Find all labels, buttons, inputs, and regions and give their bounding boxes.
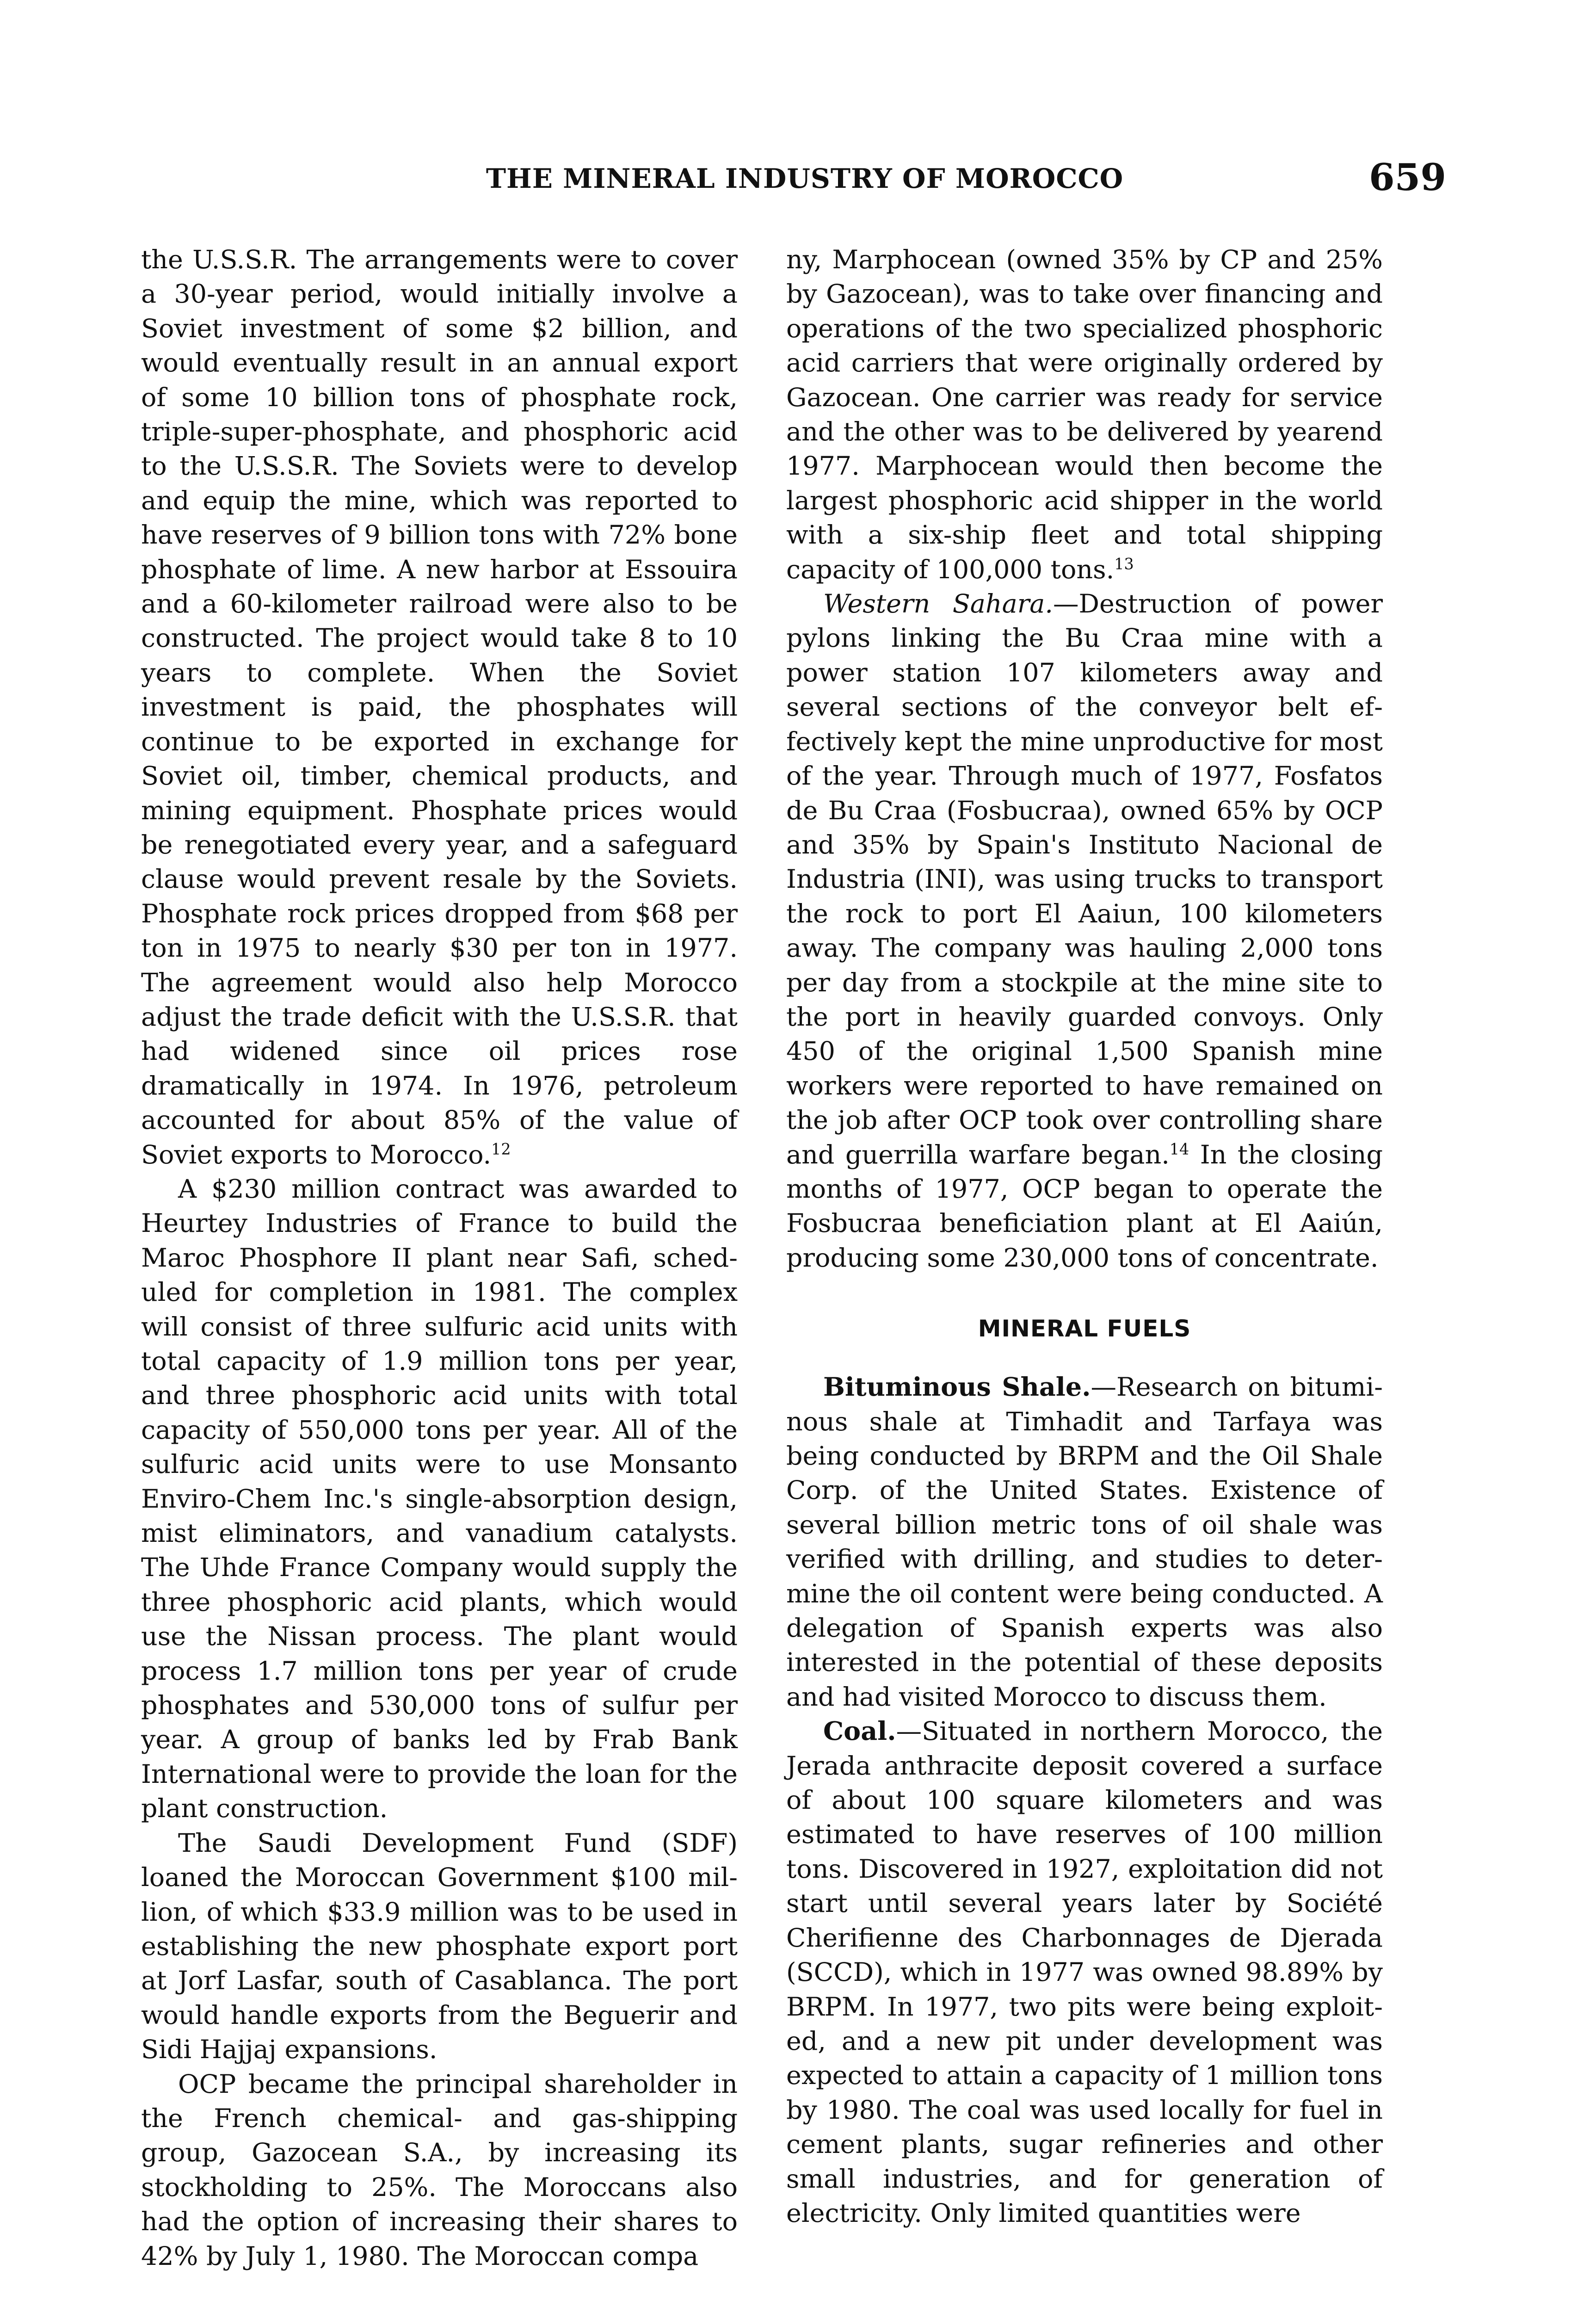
bituminous-shale-text: —Research on bituminous shale at Timhadit and Tarfaya was being conducted by BRPM and the Oil Shale Corp. of the United States. Existence of several billion metric tons of oil shale was verified with drilling, and studies to determine the oil content were being conducted. A delegation of Spanish experts was also interested in the potential of these deposits and had visited Morocco to discuss them. [786, 1372, 1383, 1712]
western-sahara-text: —Destruction of power pylons linking the Bu Craa mine with a power station 107 kilometers away and several sections of the conveyor belt effectively kept the mine unproductive for most of the year. Through much of 1977, Fosfatos de Bu Craa (Fosbucraa), owned 65% by OCP and 35% by Spain's Instituto Nacional de Industria (INI), was using trucks to transport the rock to port El Aaiun, 100 kilometers away. The company was hauling 2,000 tons per day from a stockpile at the mine site to the port in heavily guarded convoys. Only 450 of the original 1,500 Spanish mine workers were reported to have remained on the job after OCP took over controlling share and guerrilla warfare began. [786, 589, 1383, 1170]
footnote-ref-14: 14 [1169, 1140, 1189, 1158]
footnote-ref-12: 12 [491, 1140, 511, 1158]
coal-runin: Coal. [823, 1716, 896, 1747]
right-paragraph-1 [786, 243, 1383, 587]
coal-text: —Situated in northern Morocco, the Jerada anthracite deposit covered a surface of about 100 square kilometers and was estimated to have reserves of 100 million tons. Discovered in 1927, exploitation did not start until several years later by Société Cherifienne des Charbonnages de Djerada (SCCD), which in 1977 was owned 98.89% by BRPM. In 1977, two pits were being exploited, and a new pit under development was expected to attain a capacity of 1 million tons by 1980. The coal was used locally for fuel in cement plants, sugar refineries and other small industries, and for generation of electricity. Only limited quantities were [786, 1716, 1383, 2228]
section-heading-mineral-fuels: MINERAL FUELS [978, 1315, 1191, 1342]
left-paragraph-1-text: the U.S.S.R. The arrangements were to cover a 30-year period, would initially involve a Soviet investment of some $2 billion, and would eventually result in an annual export of some 10 billion tons of phosphate rock, triple-super-phosphate, and phosphoric acid to the U.S.S.R. The Soviets were to develop and equip the mine, which was reported to have reserves of 9 billion tons with 72% bone phosphate of lime. A new harbor at Essouira and a 60-kilometer railroad were also to be constructed. The project would take 8 to 10 years to complete. When the Soviet investment is paid, the phosphates will continue to be exported in exchange for Soviet oil, timber, chemical products, and mining equipment. Phosphate prices would be renegotiated every year, and a safeguard clause would prevent resale by the Soviets. Phosphate rock prices dropped from $68 per ton in 1975 to nearly $30 per ton in 1977. The agreement would also help Morocco adjust the trade deficit with the U.S.S.R. that had widened since oil prices rose dramatically in 1974. In 1976, petroleum accounted for about 85% of the value of Soviet exports to Morocco. [141, 245, 738, 1170]
bituminous-shale-paragraph [786, 1370, 1383, 1714]
western-sahara-runin: Western Sahara. [823, 589, 1053, 619]
western-sahara-paragraph [786, 587, 1383, 1275]
right-paragraph-1-text: ny, Marphocean (owned 35% by CP and 25% by Gazocean), was to take over financing and operations of the two specialized phosphoric acid carriers that were originally ordered by Gazocean. One carrier was ready for service and the other was to be delivered by yearend 1977. Marphocean would then become the largest phosphoric acid shipper in the world with a six-ship fleet and total shipping capacity of 100,000 tons. [786, 245, 1383, 585]
running-title: THE MINERAL INDUSTRY OF MOROCCO [486, 163, 1124, 194]
left-paragraph-3: The Saudi Development Fund (SDF) loaned the Moroccan Government $100 million, of which $33.9 million was to be used in establishing the new phosphate export port at Jorf Lasfar, south of Casablanca. The port would handle exports from the Beguerir and Sidi Hajjaj expansions. [141, 1828, 738, 2065]
left-paragraph-1 [141, 243, 738, 1172]
footnote-ref-13: 13 [1114, 555, 1134, 573]
coal-paragraph [786, 1714, 1383, 2231]
left-column [141, 243, 738, 2274]
left-paragraph-2: A $230 million contract was awarded to Heurtey Industries of France to build the Maroc Phosphore II plant near Safi, scheduled for completion in 1981. The complex will consist of three sulfuric acid units with total capacity of 1.9 million tons per year, and three phosphoric acid units with total capacity of 550,000 tons per year. All of the sulfuric acid units were to use Monsanto Enviro-Chem Inc.'s single-absorption design, mist eliminators, and vanadium catalysts. The Uhde France Company would supply the three phosphoric acid plants, which would use the Nissan process. The plant would process 1.7 million tons per year of crude phosphates and 530,000 tons of sulfur per year. A group of banks led by Frab Bank International were to provide the loan for the plant construction. [141, 1174, 738, 1824]
right-column [786, 243, 1383, 2231]
page-number: 659 [1369, 155, 1446, 199]
bituminous-shale-runin: Bituminous Shale. [823, 1372, 1091, 1403]
western-sahara-text-tail: In the closing months of 1977, OCP began to operate the Fosbucraa beneficiation plant at El Aaiún, producing some 230,000 tons of concentrate. [786, 1139, 1383, 1273]
left-paragraph-4: OCP became the principal shareholder in the French chemical- and gas-shipping group, Gazocean S.A., by increasing its stockholding to 25%. The Moroccans also had the option of increasing their shares to 42% by July 1, 1980. The Moroccan compa [141, 2069, 738, 2271]
